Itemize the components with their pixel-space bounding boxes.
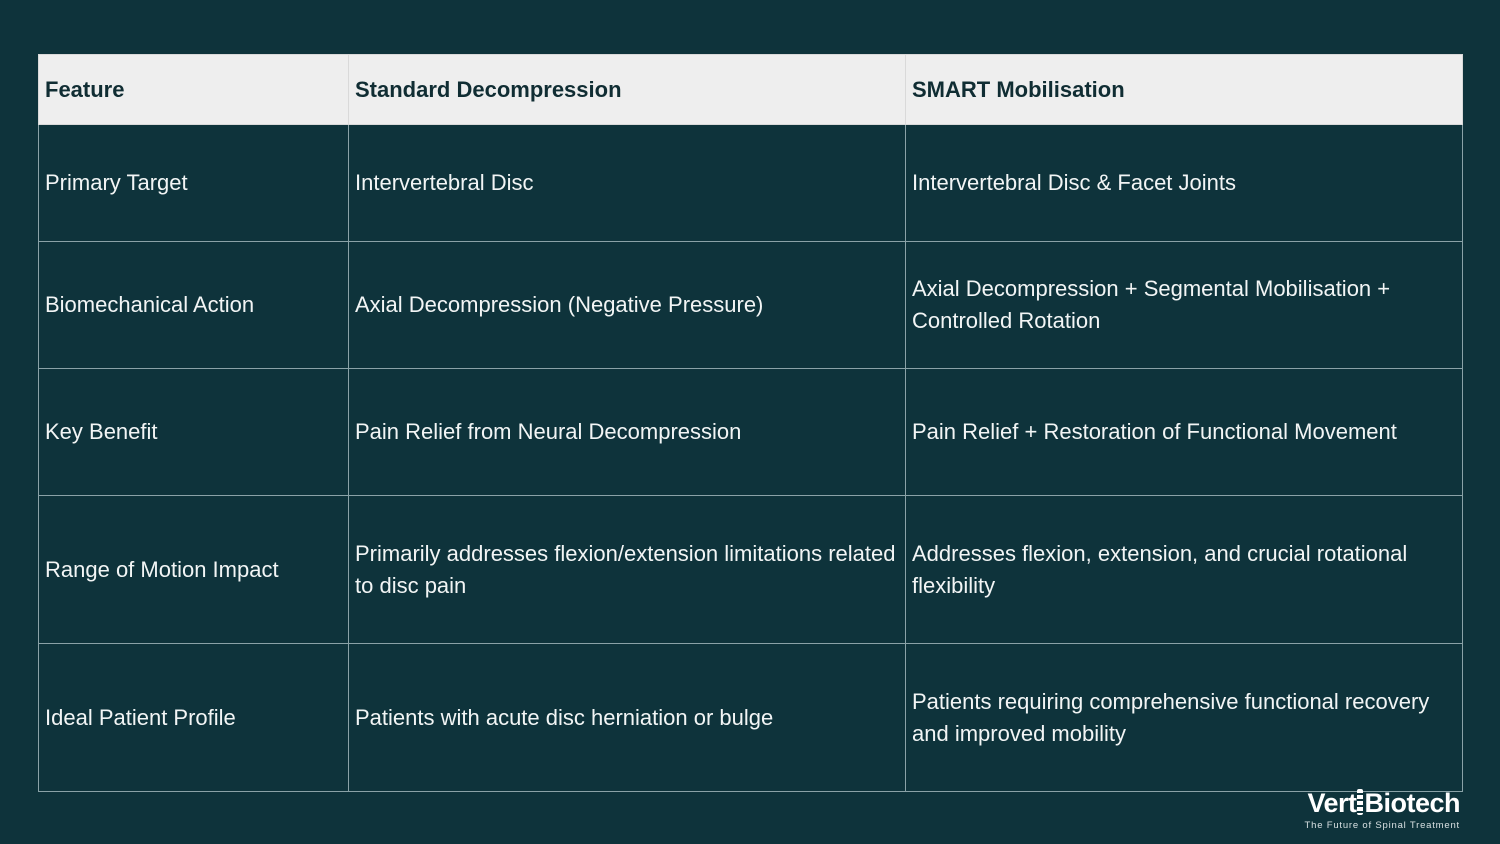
comparison-table <box>38 54 1463 792</box>
header-standard-decompression: Standard Decompression <box>349 55 906 125</box>
header-smart-mobilisation: SMART Mobilisation <box>906 55 1463 125</box>
standard-cell: Patients with acute disc herniation or bulge <box>349 644 906 792</box>
table-row <box>39 644 1463 792</box>
standard-cell: Primarily addresses flexion/extension limitations related to disc pain <box>349 496 906 644</box>
brand-name-part2: Biotech <box>1364 788 1460 818</box>
brand-name-part1: Vert <box>1307 788 1357 818</box>
table-row <box>39 496 1463 644</box>
standard-cell: Axial Decompression (Negative Pressure) <box>349 242 906 369</box>
feature-cell: Primary Target <box>39 125 349 242</box>
table-row <box>39 242 1463 369</box>
header-feature: Feature <box>39 55 349 125</box>
table-row <box>39 125 1463 242</box>
feature-cell: Biomechanical Action <box>39 242 349 369</box>
smart-cell: Axial Decompression + Segmental Mobilisation + Controlled Rotation <box>906 242 1463 369</box>
brand-tagline: The Future of Spinal Treatment <box>1304 820 1460 831</box>
standard-cell: Pain Relief from Neural Decompression <box>349 369 906 496</box>
table-body <box>39 125 1463 792</box>
standard-cell: Intervertebral Disc <box>349 125 906 242</box>
brand-name <box>1240 786 1460 820</box>
table-header <box>39 55 1463 125</box>
table-row <box>39 369 1463 496</box>
feature-cell: Ideal Patient Profile <box>39 644 349 792</box>
smart-cell: Patients requiring comprehensive functional recovery and improved mobility <box>906 644 1463 792</box>
header-row <box>39 55 1463 125</box>
brand-logo <box>1240 786 1460 832</box>
feature-cell: Key Benefit <box>39 369 349 496</box>
smart-cell: Addresses flexion, extension, and crucial rotational flexibility <box>906 496 1463 644</box>
spine-icon <box>1357 789 1363 815</box>
feature-cell: Range of Motion Impact <box>39 496 349 644</box>
smart-cell: Intervertebral Disc & Facet Joints <box>906 125 1463 242</box>
smart-cell: Pain Relief + Restoration of Functional Movement <box>906 369 1463 496</box>
